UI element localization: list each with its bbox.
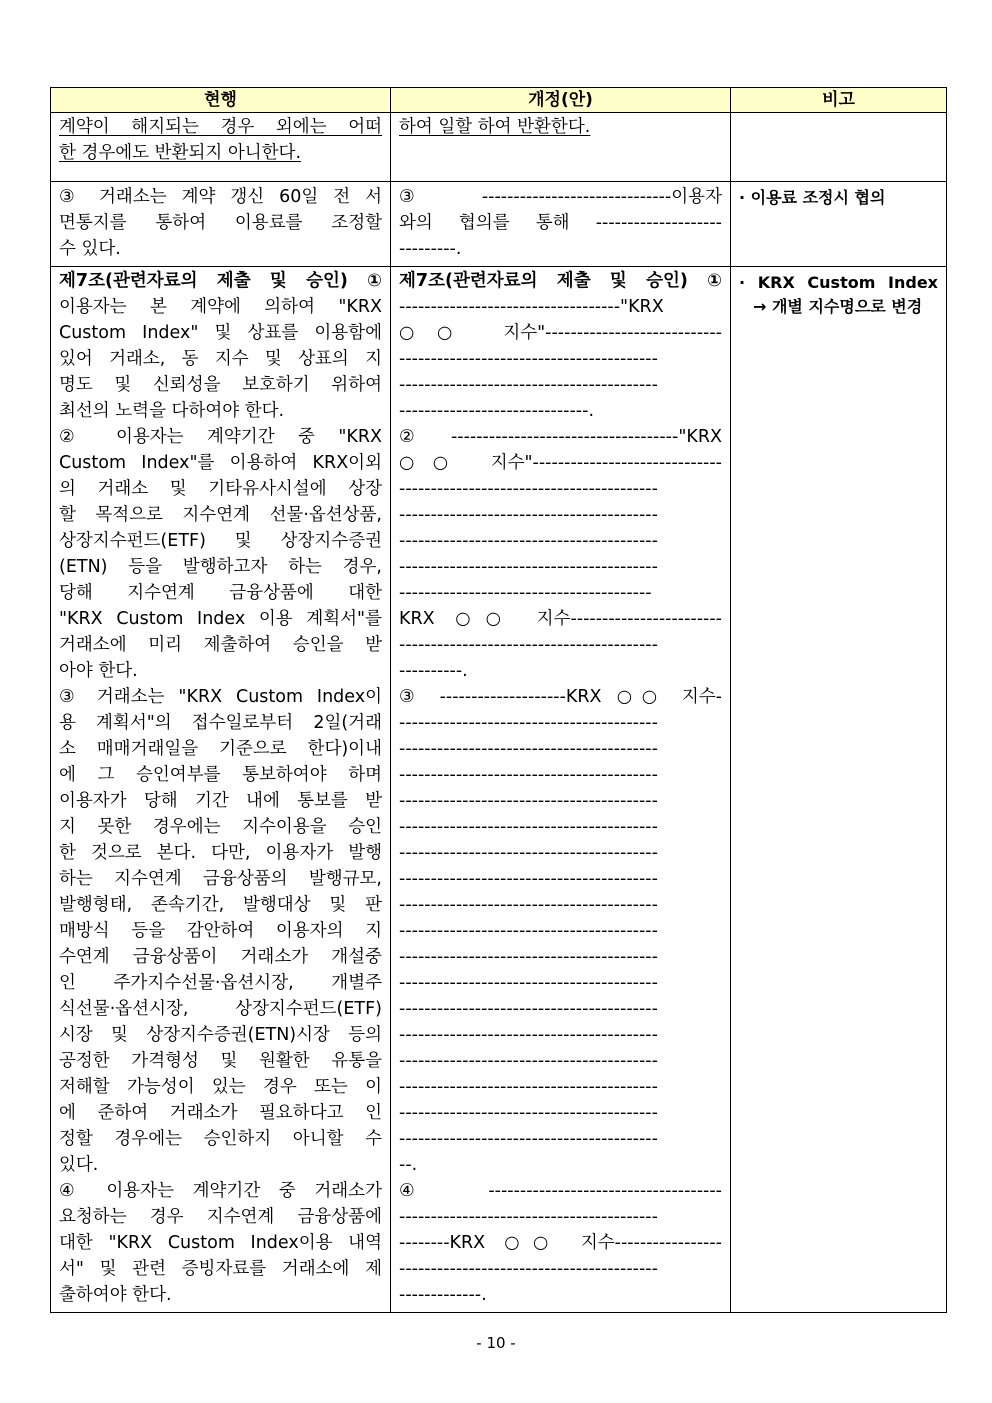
text-line: 최선의 노력을 다하여야 한다. (59, 401, 285, 421)
text-line: ------------------------------. (399, 401, 595, 421)
text-line: --. (399, 1155, 418, 1175)
text-line: ----------------------------------------- (399, 1207, 658, 1227)
text-line: ----------------------------------------- (399, 765, 658, 785)
text-line: 제7조(관련자료의 제출 및 승인) ① (59, 271, 382, 291)
text-line: 인 주가지수선물·옵션시장, 개별주 (59, 973, 382, 993)
text-line: ----------------------------------------- (399, 557, 658, 577)
text-line: ----------------------------------------- (399, 921, 658, 941)
text-line: Custom Index" 및 상표를 이용함에 (59, 323, 382, 343)
article-7-revised (391, 267, 730, 1312)
table-row (51, 182, 947, 267)
text-line: ----------------------------------------- (399, 1129, 658, 1149)
text-line: ----------------------------------------- (399, 1103, 658, 1123)
table-row (51, 113, 947, 182)
text-line: 용 계획서"의 접수일로부터 2일(거래 (59, 713, 382, 733)
text-line: 거래소에 미리 제출하여 승인을 받 (59, 635, 382, 655)
note-text: · 이용료 조정시 협의 (739, 188, 886, 207)
text-line: ③ ------------------------------이용자 (399, 187, 722, 207)
table-header (51, 88, 947, 113)
text-line: ○○ 지수"------------------------------ (399, 453, 722, 473)
text-line: ----------------------------------------- (399, 1259, 658, 1279)
text-line: ----------------------------------------- (399, 479, 658, 499)
note-cell (731, 267, 947, 1313)
text-line: 시장 및 상장지수증권(ETN)시장 등의 (59, 1025, 382, 1045)
text-line: 수연계 금융상품이 거래소가 개설중 (59, 947, 382, 967)
text-line: 하는 지수연계 금융상품의 발행규모, (59, 869, 382, 889)
text-line: ----------------------------------------- (399, 817, 658, 837)
current-cell (51, 113, 391, 182)
text-line: ○○ 지수"---------------------------- (399, 323, 722, 343)
text-line: KRX ○○ 지수------------------------ (399, 609, 722, 629)
text-line: 에 그 승인여부를 통보하여야 하며 (59, 765, 382, 785)
text-line: ----------------------------------------- (399, 713, 658, 733)
note-cell (731, 182, 947, 267)
text-line: ----------------------------------------- (399, 1077, 658, 1097)
text-line: ----------------------------------------- (399, 843, 658, 863)
text-line: -----------------------------------"KRX (399, 297, 664, 317)
revised-cell (391, 113, 731, 182)
text-line: ----------------------------------------- (399, 791, 658, 811)
article-7-current (51, 267, 390, 1312)
text-line: ③ 거래소는 계약 갱신 60일 전 서 (59, 187, 382, 207)
text-line: ② 이용자는 계약기간 중 "KRX (59, 427, 382, 447)
text-line: 한 경우에도 반환되지 아니한다. (59, 143, 302, 163)
header-current: 현행 (51, 88, 391, 113)
note-text: → 개별 지수명으로 변경 (753, 297, 923, 316)
text-line: 한 것으로 본다. 다만, 이용자가 발행 (59, 843, 382, 863)
text-line: ---------. (399, 239, 462, 259)
note-text: · KRX Custom Index (739, 273, 938, 292)
text-line: ----------. (399, 661, 468, 681)
revised-cell (391, 182, 731, 267)
text-line: ④ 이용자는 계약기간 중 거래소가 (59, 1181, 382, 1201)
text-line: 소 매매거래일을 기준으로 한다)이내 (59, 739, 382, 759)
text-line: 명도 및 신뢰성을 보호하기 위하여 (59, 375, 382, 395)
text-line: 에 준하여 거래소가 필요하다고 인 (59, 1103, 382, 1123)
text-line: 계약이 해지되는 경우 외에는 어떠 (59, 117, 382, 137)
text-line: ----------------------------------------- (399, 1051, 658, 1071)
text-line: 상장지수펀드(ETF) 및 상장지수증권 (59, 531, 382, 551)
text-line: ----------------------------------------- (399, 895, 658, 915)
text-line: 매방식 등을 감안하여 이용자의 지 (59, 921, 382, 941)
text-line: 당해 지수연계 금융상품에 대한 (59, 583, 382, 603)
text-line: -------------. (399, 1285, 487, 1305)
text-line: ③ --------------------KRX ○○ 지수- (399, 687, 722, 707)
header-note: 비고 (731, 88, 947, 113)
text-line: (ETN) 등을 발행하고자 하는 경우, (59, 557, 382, 577)
text-line: ②------------------------------------"KRX (399, 427, 722, 447)
text-line: ③ 거래소는 "KRX Custom Index이 (59, 687, 382, 707)
text-line: 와의 협의를 통해 -------------------- (399, 213, 722, 233)
text-line: 이용자는 본 계약에 의하여 "KRX (59, 297, 382, 317)
note-cell (731, 113, 947, 182)
text-line: 서" 및 관련 증빙자료를 거래소에 제 (59, 1259, 382, 1279)
current-cell (51, 182, 391, 267)
revised-cell (391, 267, 731, 1313)
text-line: ----------------------------------------- (399, 999, 658, 1019)
text-line: 하여 일할 하여 반환한다. (399, 117, 591, 137)
page-number: - 10 - (476, 1334, 516, 1352)
text-line: 할 목적으로 지수연계 선물·옵션상품, (59, 505, 382, 525)
revision-comparison-table (50, 87, 947, 1313)
text-line: --------KRX ○○ 지수----------------- (399, 1233, 722, 1253)
text-line: 공정한 가격형성 및 원활한 유통을 (59, 1051, 382, 1071)
text-line: ----------------------------------------- (399, 947, 658, 967)
text-line: 수 있다. (59, 239, 121, 259)
text-line: ---------------------------------------- (399, 583, 652, 603)
text-line: 있어 거래소, 동 지수 및 상표의 지 (59, 349, 382, 369)
text-line: "KRX Custom Index 이용 계획서"를 (59, 609, 382, 629)
text-line: ----------------------------------------- (399, 973, 658, 993)
text-line: 이용자가 당해 기간 내에 통보를 받 (59, 791, 382, 811)
text-line: 지 못한 경우에는 지수이용을 승인 (59, 817, 382, 837)
text-line: 의 거래소 및 기타유사시설에 상장 (59, 479, 382, 499)
text-line: 면통지를 통하여 이용료를 조정할 (59, 213, 382, 233)
text-line: ----------------------------------------- (399, 1025, 658, 1045)
text-line: 저해할 가능성이 있는 경우 또는 이 (59, 1077, 382, 1097)
current-cell (51, 267, 391, 1313)
text-line: 대한 "KRX Custom Index이용 내역 (59, 1233, 382, 1253)
text-line: Custom Index"를 이용하여 KRX이외 (59, 453, 382, 473)
text-line: ④ ------------------------------------- (399, 1181, 722, 1201)
text-line: ----------------------------------------- (399, 375, 658, 395)
text-line: 있다. (59, 1155, 99, 1175)
text-line: ----------------------------------------- (399, 635, 658, 655)
text-line: ----------------------------------------- (399, 349, 658, 369)
text-line: 출하여야 한다. (59, 1285, 172, 1305)
text-line: ----------------------------------------- (399, 739, 658, 759)
table-row (51, 267, 947, 1313)
header-revised: 개정(안) (391, 88, 731, 113)
text-line: ----------------------------------------- (399, 531, 658, 551)
text-line: 제7조(관련자료의 제출 및 승인) ① (399, 271, 722, 291)
text-line: 발행형태, 존속기간, 발행대상 및 판 (59, 895, 382, 915)
text-line: ----------------------------------------- (399, 869, 658, 889)
text-line: 식선물·옵션시장, 상장지수펀드(ETF) (59, 999, 382, 1019)
text-line: ----------------------------------------- (399, 505, 658, 525)
text-line: 정할 경우에는 승인하지 아니할 수 (59, 1129, 382, 1149)
text-line: 아야 한다. (59, 661, 138, 681)
text-line: 요청하는 경우 지수연계 금융상품에 (59, 1207, 382, 1227)
